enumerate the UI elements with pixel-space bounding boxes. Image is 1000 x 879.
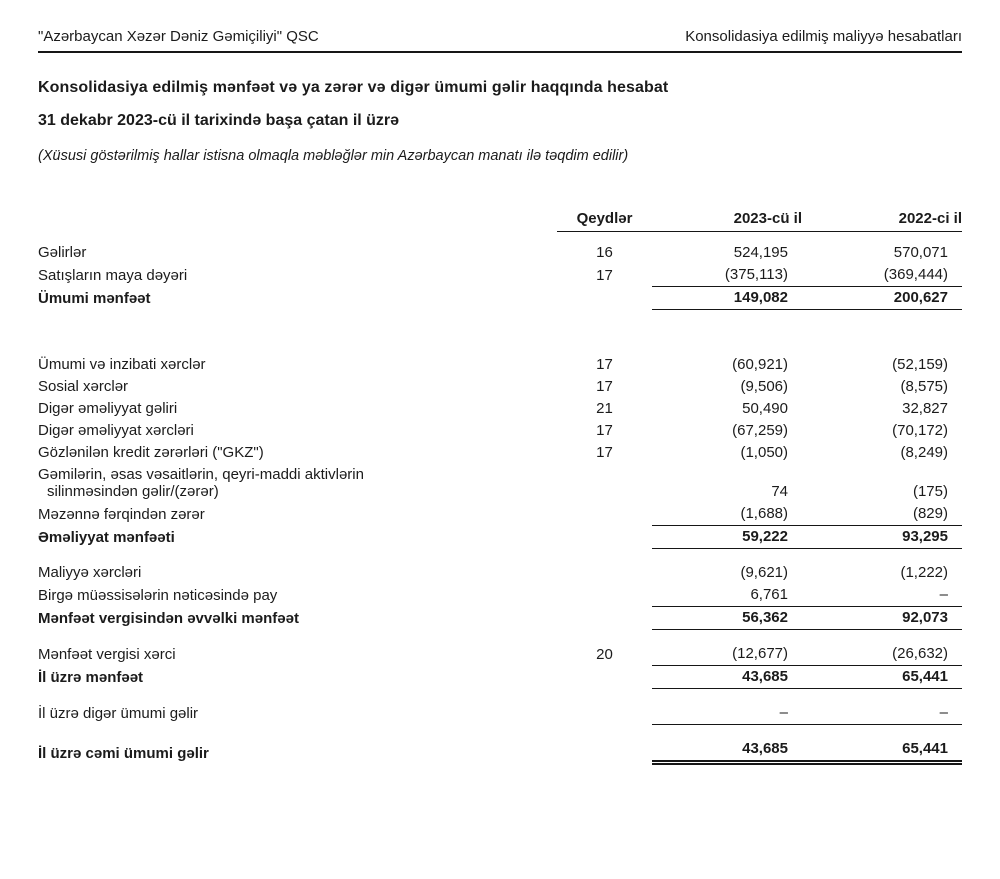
company-name: "Azərbaycan Xəzər Dəniz Gəmiçiliyi" QSC bbox=[38, 28, 319, 45]
row-label: Məzənnə fərqindən zərər bbox=[38, 506, 205, 523]
table-row bbox=[38, 738, 962, 765]
row-value-2023: 524,195 bbox=[733, 244, 788, 261]
row-value-2023: 74 bbox=[771, 483, 788, 500]
table-row bbox=[38, 503, 962, 526]
row-label: Maliyyə xərcləri bbox=[38, 564, 142, 581]
table-row bbox=[38, 287, 962, 310]
table-row bbox=[38, 442, 962, 464]
row-label: Ümumi və inzibati xərclər bbox=[38, 356, 206, 373]
table-row bbox=[38, 354, 962, 376]
row-value-2022: 570,071 bbox=[893, 244, 948, 261]
row-value-2022: (369,444) bbox=[802, 264, 962, 287]
table-row bbox=[38, 584, 962, 607]
table-row bbox=[38, 376, 962, 398]
row-label: İl üzrə cəmi ümumi gəlir bbox=[38, 745, 209, 762]
row-value-2023: (12,677) bbox=[652, 643, 802, 666]
row-value-2023: (60,921) bbox=[732, 356, 788, 373]
row-value-2023: (375,113) bbox=[652, 264, 802, 287]
row-note-ref bbox=[557, 760, 652, 765]
table-row bbox=[38, 464, 962, 503]
currency-note: (Xüsusi göstərilmiş hallar istisna olmaqla məbləğlər min Azərbaycan manatı ilə təqdim edilir) bbox=[38, 148, 629, 164]
row-label: Satışların maya dəyəri bbox=[38, 267, 188, 284]
column-header-2023: 2023-cü il bbox=[652, 208, 802, 232]
row-value-2022: 200,627 bbox=[802, 287, 962, 310]
row-note-ref: 17 bbox=[596, 378, 613, 395]
row-note-ref bbox=[557, 498, 652, 503]
column-header-2022: 2022-ci il bbox=[802, 208, 962, 232]
row-note-ref: 17 bbox=[596, 422, 613, 439]
row-note-ref: 17 bbox=[596, 444, 613, 461]
row-value-2022: 65,441 bbox=[802, 666, 962, 689]
row-value-2022: (8,249) bbox=[900, 444, 948, 461]
row-value-2023: (9,506) bbox=[740, 378, 788, 395]
row-note-ref bbox=[557, 305, 652, 310]
row-value-2023: 43,685 bbox=[652, 666, 802, 689]
row-note-ref: 16 bbox=[596, 244, 613, 261]
row-label: Digər əməliyyat gəliri bbox=[38, 400, 178, 417]
row-value-2023: 6,761 bbox=[652, 584, 802, 607]
row-value-2022: (175) bbox=[912, 483, 948, 500]
row-value-2022: (70,172) bbox=[892, 422, 948, 439]
table-row bbox=[38, 666, 962, 689]
row-value-2023: 43,685 bbox=[652, 738, 802, 765]
column-header-empty bbox=[38, 227, 557, 232]
row-note-ref bbox=[557, 720, 652, 725]
report-type: Konsolidasiya edilmiş maliyyə hesabatları bbox=[685, 28, 962, 45]
row-value-2022: 65,441 bbox=[802, 738, 962, 765]
row-label: Gəmilərin, əsas vəsaitlərin, qeyri-maddi aktivlərin silinməsindən gəlir/(zərər) bbox=[38, 466, 364, 500]
table-row bbox=[38, 398, 962, 420]
row-value-2023: 56,362 bbox=[652, 607, 802, 630]
row-value-2022: – bbox=[802, 702, 962, 725]
row-note-ref bbox=[557, 544, 652, 549]
statement-title: Konsolidasiya edilmiş mənfəət və ya zərər və digər ümumi gəlir haqqında hesabat bbox=[38, 79, 669, 96]
row-value-2022: (8,575) bbox=[900, 378, 948, 395]
row-label: Gəlirlər bbox=[38, 244, 87, 261]
statement-table-body bbox=[38, 242, 962, 765]
table-row bbox=[38, 526, 962, 549]
table-row bbox=[38, 264, 962, 287]
row-value-2023: 59,222 bbox=[652, 526, 802, 549]
row-note-ref: 21 bbox=[596, 400, 613, 417]
row-label: Əməliyyat mənfəəti bbox=[38, 529, 175, 546]
statement-period: 31 dekabr 2023-cü il tarixində başa çatan il üzrə bbox=[38, 112, 400, 129]
row-note-ref: 20 bbox=[596, 646, 613, 663]
row-value-2023: (67,259) bbox=[732, 422, 788, 439]
row-note-ref: 17 bbox=[596, 267, 613, 284]
statement-table bbox=[38, 208, 962, 765]
row-label: Sosial xərclər bbox=[38, 378, 129, 395]
table-header-row bbox=[38, 208, 962, 232]
table-row bbox=[38, 242, 962, 264]
row-label: Mənfəət vergisi xərci bbox=[38, 646, 176, 663]
row-value-2022: 92,073 bbox=[802, 607, 962, 630]
row-value-2022: (26,632) bbox=[802, 643, 962, 666]
row-value-2022: (1,222) bbox=[900, 564, 948, 581]
row-value-2023: 149,082 bbox=[652, 287, 802, 310]
table-row bbox=[38, 420, 962, 442]
row-note-ref bbox=[557, 521, 652, 526]
column-header-notes: Qeydlər bbox=[557, 208, 652, 232]
row-label: Digər əməliyyat xərcləri bbox=[38, 422, 194, 439]
table-row bbox=[38, 643, 962, 666]
row-value-2022: – bbox=[802, 584, 962, 607]
row-label: Mənfəət vergisindən əvvəlki mənfəət bbox=[38, 610, 299, 627]
row-value-2023: (1,688) bbox=[652, 503, 802, 526]
row-value-2023: (1,050) bbox=[740, 444, 788, 461]
row-label: Birgə müəssisələrin nəticəsində pay bbox=[38, 587, 278, 604]
row-note-ref bbox=[557, 684, 652, 689]
row-value-2022: 93,295 bbox=[802, 526, 962, 549]
row-note-ref bbox=[557, 579, 652, 584]
row-value-2022: (829) bbox=[802, 503, 962, 526]
row-label: Gözlənilən kredit zərərləri ("GKZ") bbox=[38, 444, 264, 461]
row-note-ref bbox=[557, 602, 652, 607]
document-header bbox=[38, 28, 962, 53]
row-label: İl üzrə digər ümumi gəlir bbox=[38, 705, 199, 722]
row-value-2022: 32,827 bbox=[902, 400, 948, 417]
row-label: Ümumi mənfəət bbox=[38, 290, 151, 307]
row-note-ref bbox=[557, 625, 652, 630]
table-row bbox=[38, 607, 962, 630]
row-value-2023: (9,621) bbox=[740, 564, 788, 581]
row-label: İl üzrə mənfəət bbox=[38, 669, 144, 686]
row-value-2022: (52,159) bbox=[892, 356, 948, 373]
table-row bbox=[38, 562, 962, 584]
row-note-ref: 17 bbox=[596, 356, 613, 373]
row-value-2023: – bbox=[652, 702, 802, 725]
row-value-2023: 50,490 bbox=[742, 400, 788, 417]
table-row bbox=[38, 702, 962, 725]
